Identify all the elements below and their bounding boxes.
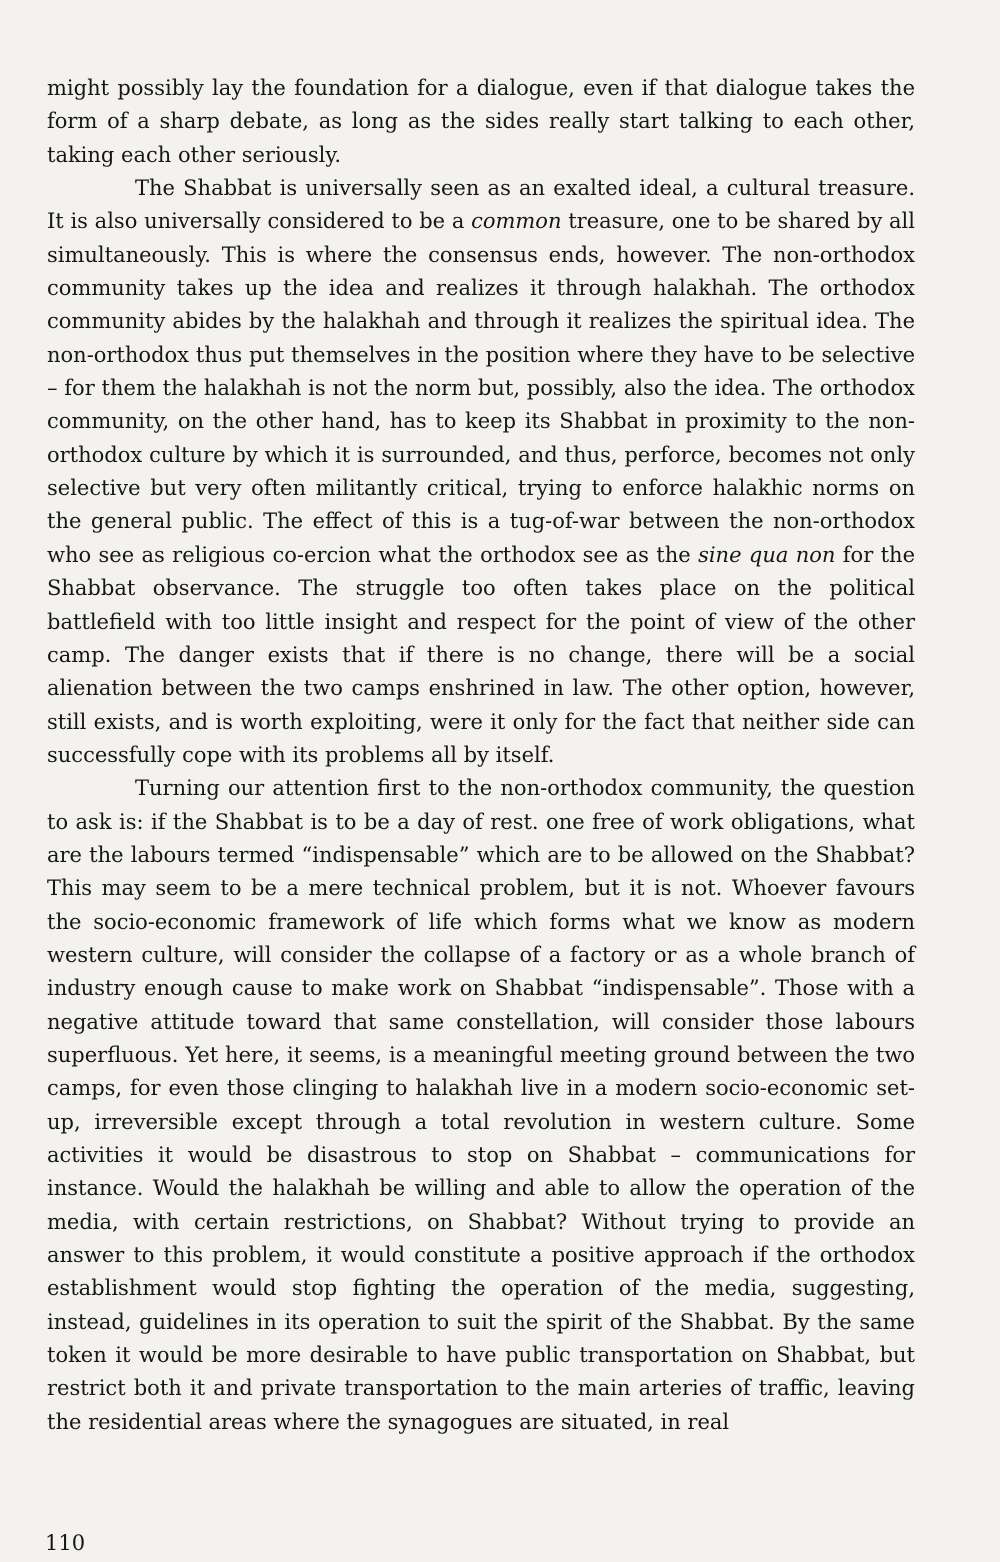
paragraph-1-text: might possibly lay the foundation for a dialogue, even if that dialogue takes the form of a sharp debate, as long as the sides really start talking to each other, taking each other seriously.	[47, 76, 915, 167]
paragraph-3	[47, 772, 915, 1439]
paragraph-3-text: Turning our attention first to the non-orthodox community, the question to ask is: if the Shabbat is to be a day of rest. one free of work obligations, what are the labours termed “indispensable” which are to be allowed on the Shabbat? This may seem to be a mere technical problem, but it is not. Whoever favours the socio-economic framework of life which forms what we know as modern western culture, will consider the collapse of a factory or as a whole branch of industry enough cause to make work on Shabbat “indispensable”. Those with a negative attitude toward that same constellation, will consider those labours superfluous. Yet here, it seems, is a meaningful meeting ground between the two camps, for even those clinging to halakhah live in a modern socio-economic set-up, irreversible except through a total revolution in western culture. Some activities it would be disastrous to stop on Shabbat – communications for instance. Would the halakhah be willing and able to allow the operation of the media, with certain restrictions, on Shabbat? Without trying to provide an answer to this problem, it would constitute a positive approach if the orthodox establishment would stop fighting the operation of the media, suggesting, instead, guidelines in its operation to suit the spirit of the Shabbat. By the same token it would be more desirable to have public transportation on Shabbat, but restrict both it and private transportation to the main arteries of traffic, leaving the residential areas where the synagogues are situated, in real	[47, 776, 915, 1434]
paragraph-1	[47, 72, 915, 172]
italic-term-common: common	[471, 209, 562, 234]
paragraph-2	[47, 172, 915, 772]
italic-term-sine-qua-non: sine qua non	[698, 542, 836, 567]
paragraph-2-text-part-2: treasure, one to be shared by all simultaneously. This is where the consensus ends, however. The non-orthodox community takes up the idea and realizes it through halakhah. The orthodox community abides by the halakhah and through it realizes the spiritual idea. The non-orthodox thus put themselves in the position where they have to be selective – for them the halakhah is not the norm but, possibly, also the idea. The orthodox community, on the other hand, has to keep its Shabbat in proximity to the non-orthodox culture by which it is surrounded, and thus, perforce, becomes not only selective but very often militantly critical, trying to enforce halakhic norms on the general public. The effect of this is a tug-of-war between the non-orthodox who see as religious co-ercion what the orthodox see as the	[47, 209, 915, 567]
paragraph-2-text-part-1: The Shabbat is universally seen as an exalted ideal, a cultural treasure. It is also universally considered to be a	[47, 176, 915, 234]
paragraph-2-text-part-3: for the Shabbat observance. The struggle too often takes place on the political battlefield with too little insight and respect for the point of view of the other camp. The danger exists that if there is no change, there will be a social alienation between the two camps enshrined in law. The other option, however, still exists, and is worth exploiting, were it only for the fact that neither side can successfully cope with its problems all by itself.	[47, 542, 915, 767]
page-number: 110	[45, 1531, 86, 1555]
body-text	[47, 72, 915, 1439]
